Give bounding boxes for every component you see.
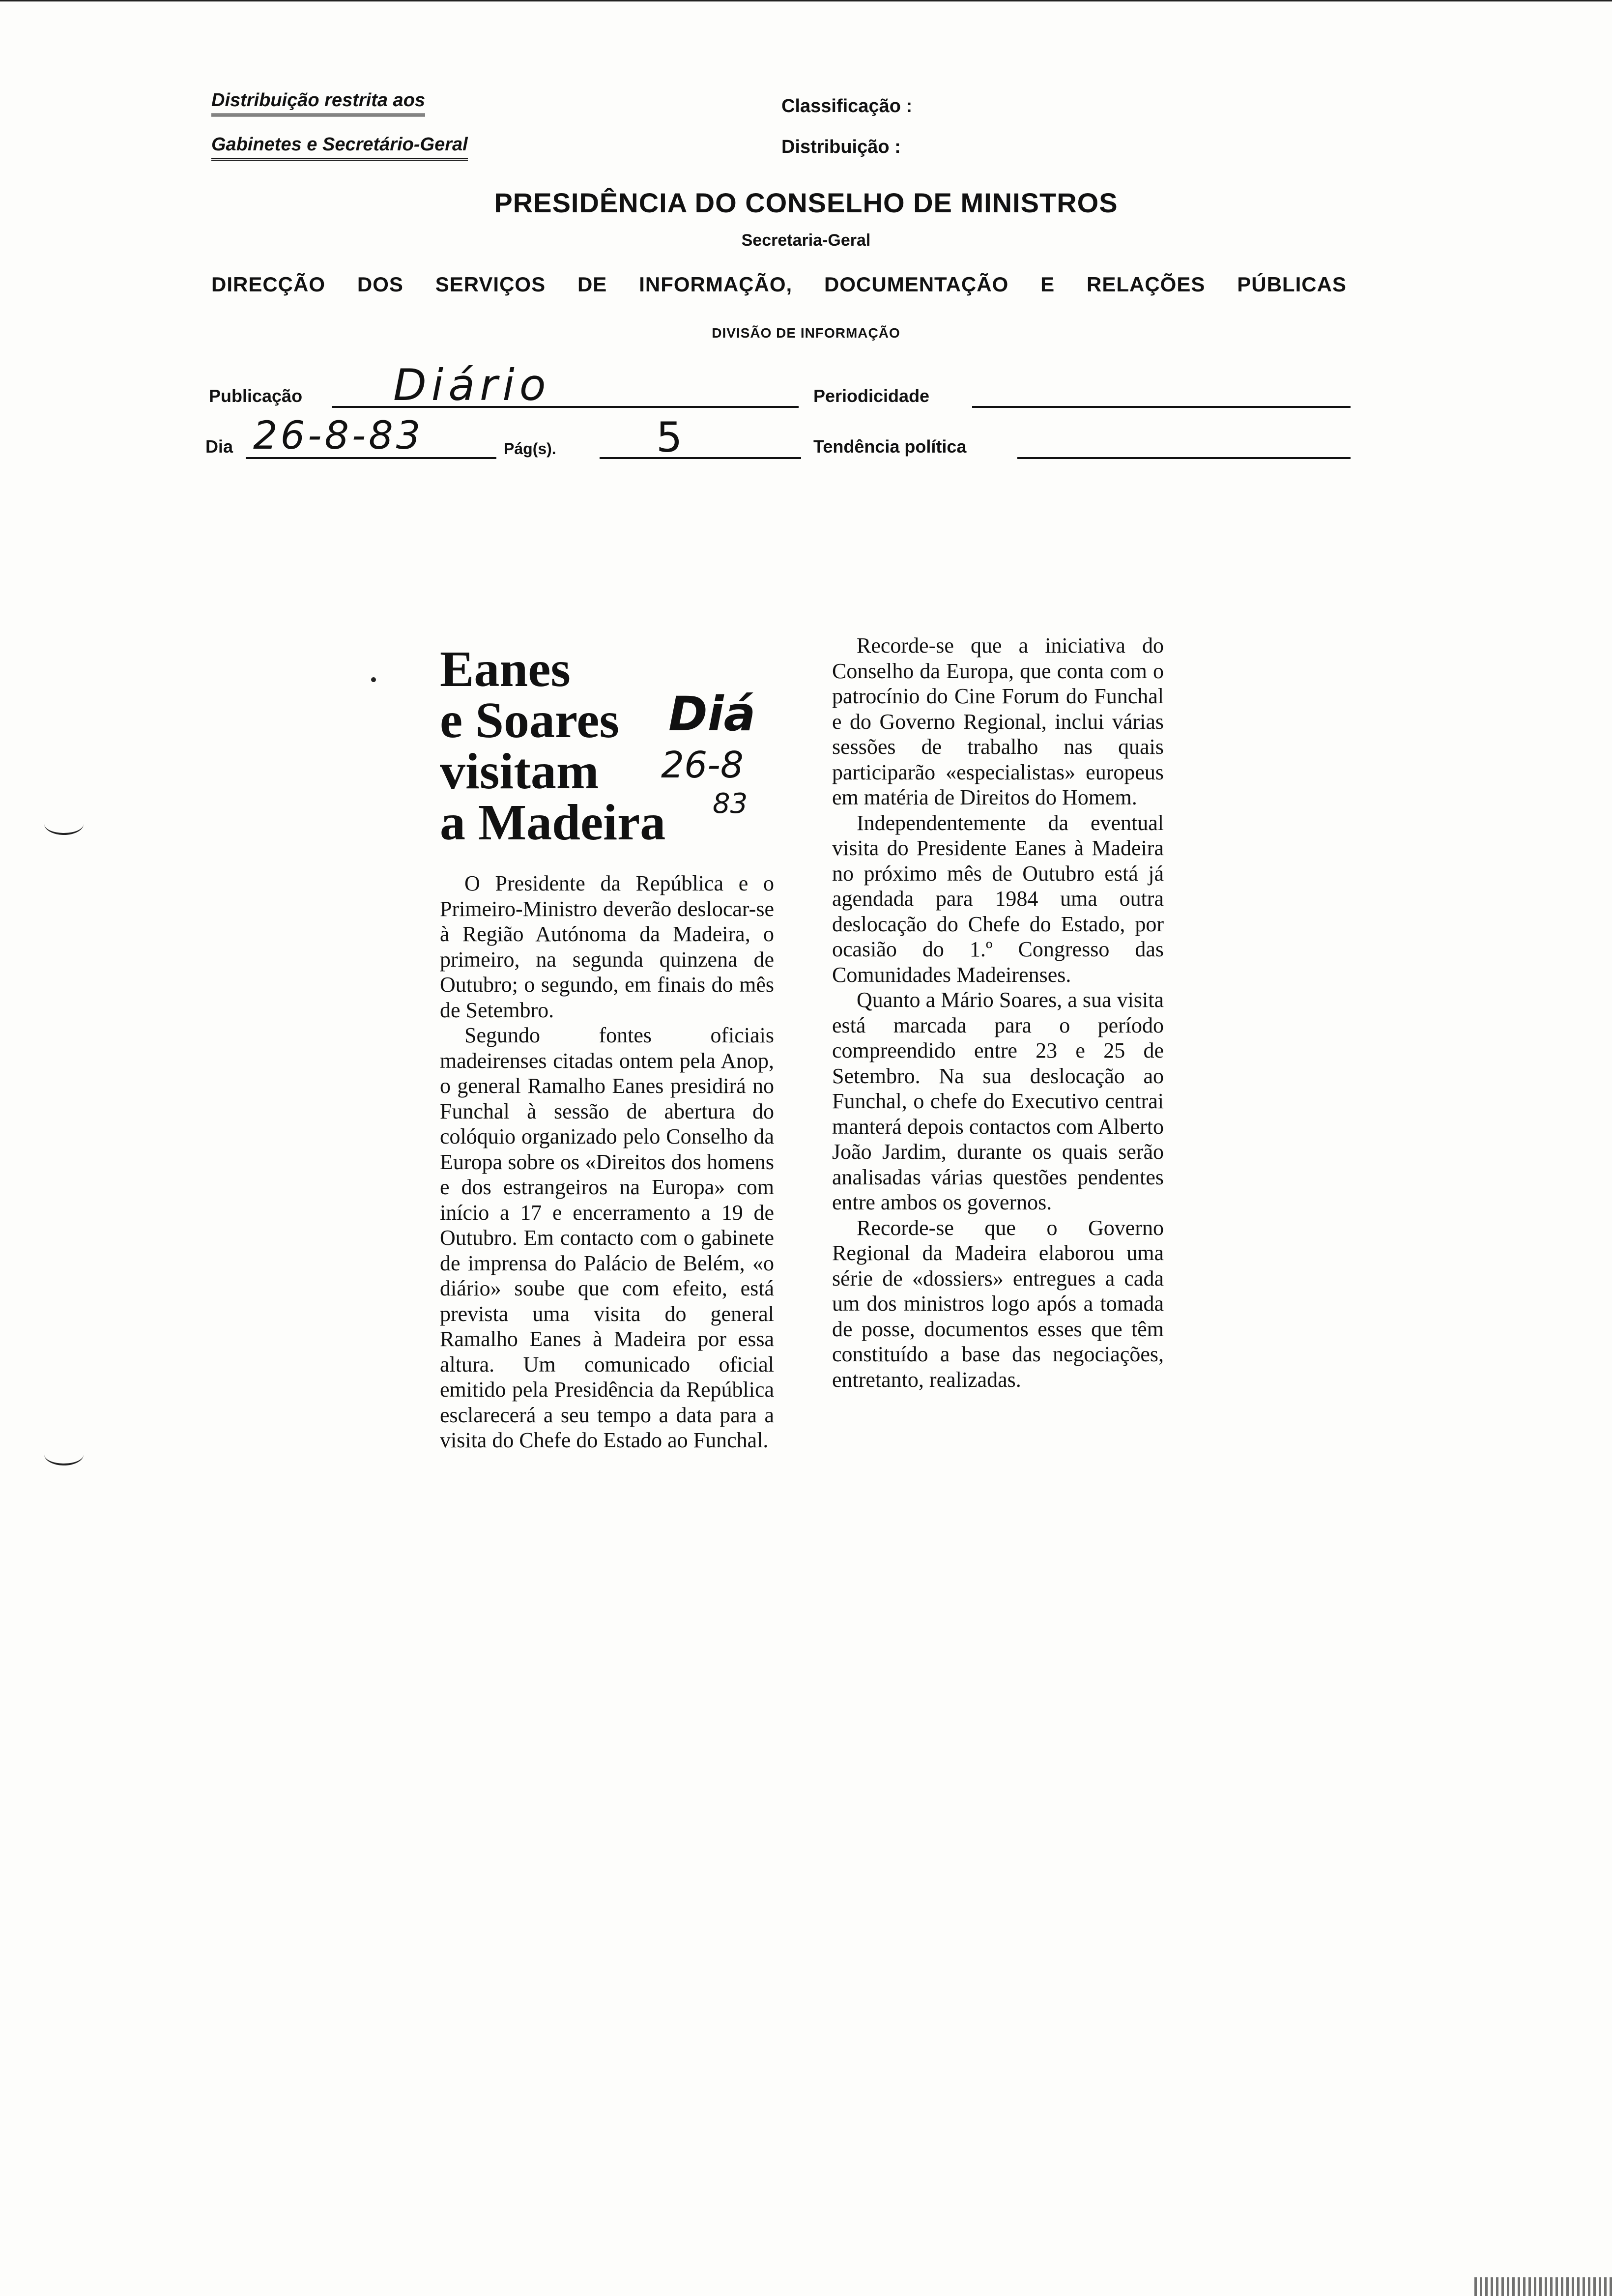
periodicidade-line: [972, 406, 1351, 408]
article-paragraph: Recorde-se que o Governo Regional da Madeira elaborou uma série de «dossiers» entregues a cada um dos ministros logo após a tomada de posse, documentos esses que têm constituído a base das negociações, entretanto, realizadas.: [832, 1215, 1164, 1392]
direccao-word: DOS: [357, 273, 403, 296]
article-paragraph: Recorde-se que a iniciativa do Conselho da Europa, que conta com o patrocínio do Cine Forum do Funchal e do Governo Regional, inclui várias sessões de trabalho nas quais participarão «especialistas» europeus em matéria de Direitos do Homem.: [832, 633, 1164, 809]
classification-label: Classificação :: [781, 96, 913, 116]
direccao-word: SERVIÇOS: [435, 273, 546, 296]
divisao-title: DIVISÃO DE INFORMAÇÃO: [712, 325, 900, 341]
direccao-word: DE: [577, 273, 607, 296]
tendencia-line: [1017, 457, 1351, 459]
headline-line: Eanes: [440, 641, 571, 697]
dia-handwritten: 26-8-83: [253, 414, 424, 458]
headline-line: visitam: [440, 743, 599, 800]
article-column-2: [832, 633, 1164, 1392]
article-paragraph: Segundo fontes oficiais madeirenses citadas ontem pela Anop, o general Ramalho Eanes presidirá no Funchal à sessão de abertura do colóquio organizado pelo Conselho da Europa sobre os «Direitos dos homens e dos estrangeiros na Europa» com início a 17 e encerramento a 19 de Outubro. Em contacto com o gabinete de imprensa do Palácio de Belém, «o diário» soube que com efeito, está prevista uma visita do general Ramalho Eanes à Madeira por essa altura. Um comunicado oficial emitido pela Presidência da República esclarecerá a seu tempo a data para a visita do Chefe do Estado ao Funchal.: [440, 1023, 774, 1452]
dia-label: Dia: [205, 436, 233, 457]
article-column-1: [440, 871, 774, 1453]
bullet-mark: [371, 677, 376, 682]
direccao-word: PÚBLICAS: [1237, 273, 1347, 296]
distribution-restriction: [211, 91, 468, 161]
direccao-word: RELAÇÕES: [1087, 273, 1206, 296]
pags-label: Pág(s).: [504, 440, 556, 458]
scan-noise-corner: [1474, 2277, 1612, 2296]
punch-hole-mark: [44, 1444, 84, 1465]
distribution-line-1: Distribuição restrita aos: [211, 91, 425, 116]
article-paragraph: Quanto a Mário Soares, a sua visita está marcada para o período compreendido entre 23 e 25 de Setembro. Na sua deslocação ao Funchal, o chefe do Executivo centrai manterá depois contactos com Alberto João Jardim, durante os quais serão analisadas várias questões pendentes entre ambos os governos.: [832, 988, 1164, 1214]
publicacao-label: Publicação: [209, 386, 303, 406]
article-paragraph: O Presidente da República e o Primeiro-Ministro deverão deslocar-se à Região Autónoma da Madeira, o primeiro, na segunda quinzena de Outubro; o segundo, em finais do mês de Setembro.: [440, 871, 774, 1022]
margin-annotation-1: Diá: [668, 687, 756, 742]
punch-hole-mark: [44, 813, 84, 835]
ministry-title: PRESIDÊNCIA DO CONSELHO DE MINISTROS: [494, 187, 1118, 218]
secretaria-title: Secretaria-Geral: [741, 231, 871, 250]
direccao-word: DIRECÇÃO: [211, 273, 326, 296]
tendencia-label: Tendência política: [813, 436, 967, 457]
direccao-word: E: [1040, 273, 1055, 296]
direccao-title: [211, 273, 1347, 296]
article-paragraph: Independentemente da eventual visita do Presidente Eanes à Madeira no próximo mês de Outubro está já agendada para 1984 uma outra deslocação do Chefe do Estado, por ocasião do 1.º Congresso das Comunidades Madeirenses.: [832, 810, 1164, 987]
direccao-word: DOCUMENTAÇÃO: [824, 273, 1009, 296]
pags-line: [600, 457, 801, 459]
headline-line: e Soares: [440, 692, 619, 748]
distribution-line-2: Gabinetes e Secretário-Geral: [211, 135, 468, 161]
scan-top-edge: [0, 0, 1612, 1]
article-headline: [440, 641, 666, 851]
distribution-label: Distribuição :: [781, 137, 901, 157]
periodicidade-label: Periodicidade: [813, 386, 930, 406]
margin-annotation-3: 83: [713, 788, 748, 820]
headline-line: a Madeira: [440, 794, 666, 851]
pags-handwritten: 5: [656, 413, 688, 461]
publicacao-handwritten: Diário: [393, 360, 551, 410]
direccao-word: INFORMAÇÃO,: [639, 273, 793, 296]
margin-annotation-2: 26-8: [661, 744, 744, 786]
